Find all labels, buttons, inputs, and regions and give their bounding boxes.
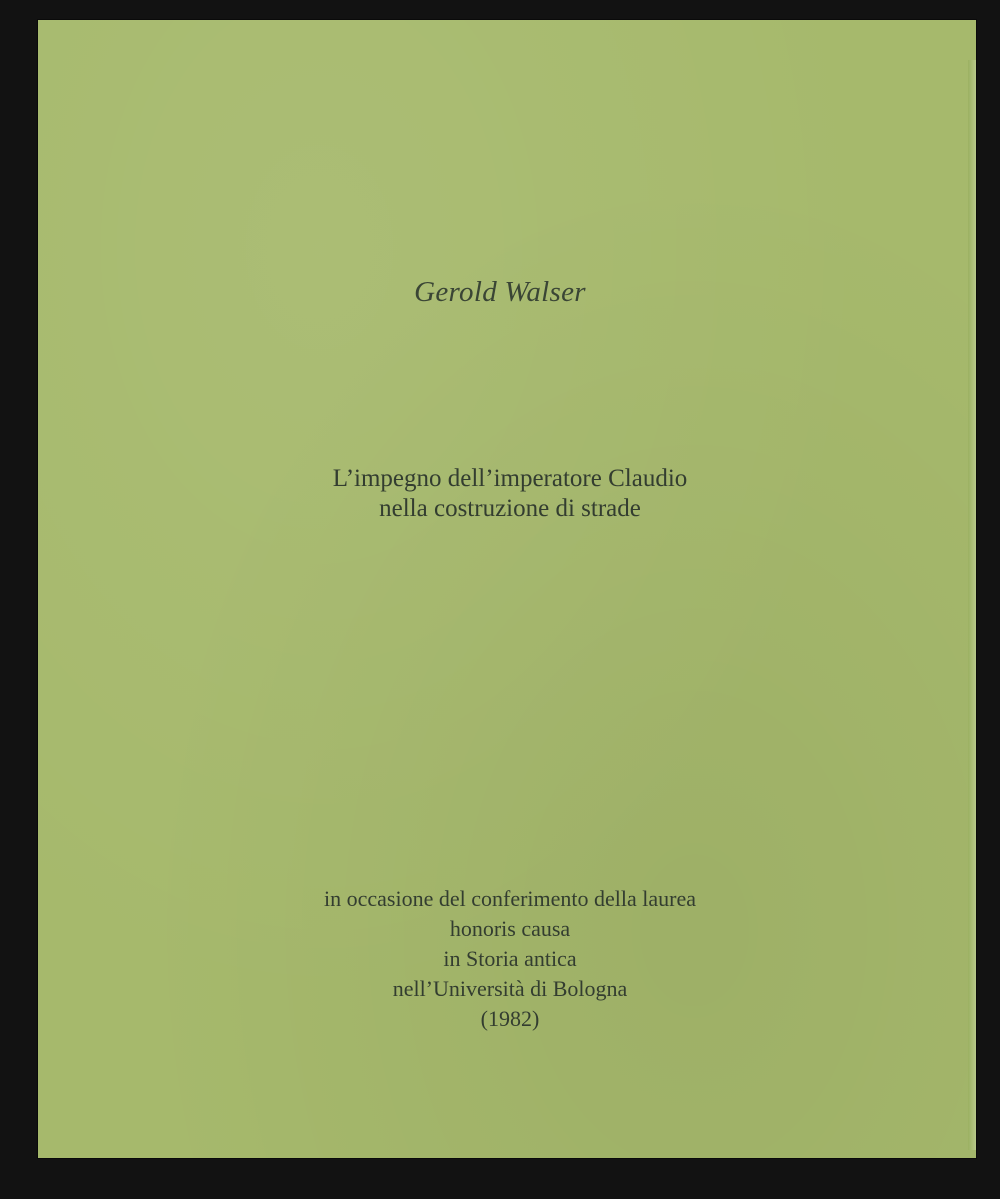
dedication-line: nell’Università di Bologna bbox=[392, 976, 628, 1001]
dedication-line: honoris causa bbox=[449, 916, 571, 941]
book-title bbox=[0, 464, 1000, 524]
title-line: nella costruzione di strade bbox=[379, 495, 641, 522]
dedication-text bbox=[0, 884, 1000, 1034]
dedication-year: (1982) bbox=[480, 1006, 540, 1031]
dedication-line: in Storia antica bbox=[443, 946, 577, 971]
dedication-line: in occasione del conferimento della laurea bbox=[324, 886, 696, 911]
author-name: Gerold Walser bbox=[414, 276, 586, 308]
title-line: L’impegno dell’imperatore Claudio bbox=[332, 465, 688, 492]
